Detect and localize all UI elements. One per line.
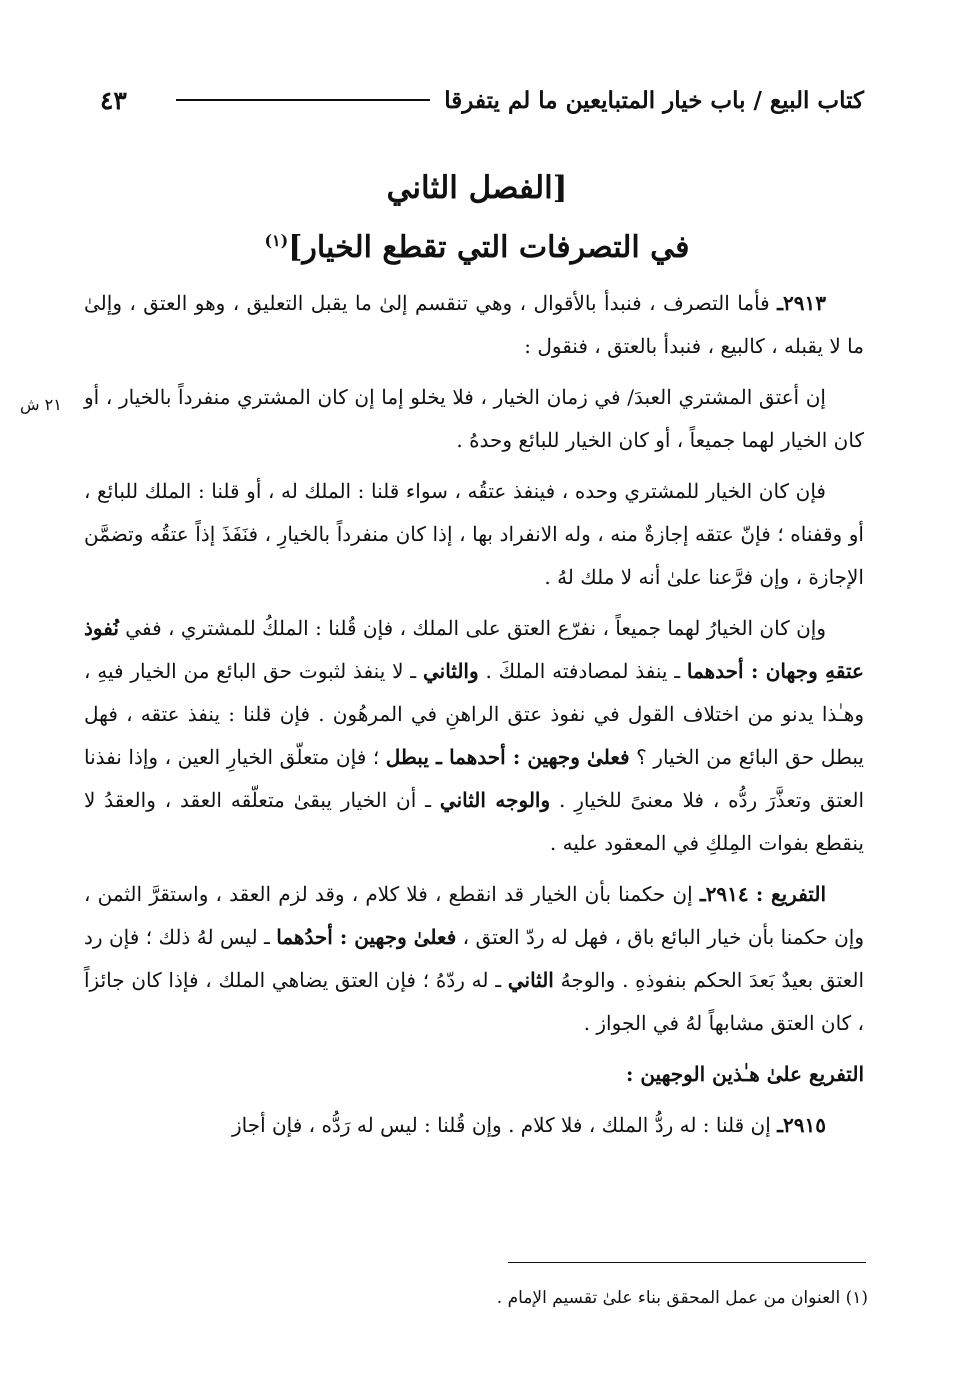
bold-term: نُفوذ عتقهِ وجهان : أحدهما [84, 616, 864, 683]
bold-term: والوجه الثاني [439, 788, 551, 812]
header-rule [176, 99, 430, 101]
footnote-ref: (١) [264, 231, 289, 250]
text-run: وإن كان الخيارُ لهما جميعاً ، نفرّع العتق على الملك ، فإن قُلنا : الملكُ للمشتري ، ففي [118, 616, 827, 640]
paragraph-text: إن قلنا : له ردُّ الملك ، فلا كلام . وإن قُلنا : ليس له رَدُّه ، فإن أجاز [231, 1113, 778, 1137]
paragraph-number: ٢٩١٤ـ [699, 882, 749, 906]
paragraph-text: فأما التصرف ، فنبدأ بالأقوال ، وهي تنقسم إلىٰ ما يقبل التعليق ، وهو العتق ، وإلىٰ ما لا يقبله ، كالبيع ، فنبدأ بالعتق ، فنقول : [84, 291, 864, 358]
paragraph [84, 607, 864, 865]
chapter-subtitle-text: في التصرفات التي تقطع الخيار] [288, 230, 690, 265]
paragraph [84, 1104, 864, 1147]
text-run: ؛ فإن متعلّق الخيارِ العين ، وإذا نفذنا العتق وتعذَّرَ ردُّه ، فلا معنىً للخيارِ . [84, 745, 864, 812]
bold-term: فعلىٰ وجهين : أحدُهما [276, 925, 457, 949]
text-run: ـ ينفذ لمصادفته الملكَ . [478, 659, 687, 683]
chapter-heading [0, 162, 954, 275]
text-run: ـ لا ينفذ لثبوت حق البائع من الخيار فيهِ ، وهـٰذا يدنو من اختلاف القول في نفوذ عتق الراهنِ في المرهُون . فإن قلنا : ينفذ عتقه ، فهل يبطل حق البائع من الخيار ؟ [84, 659, 864, 769]
chapter-subtitle [0, 214, 954, 275]
paragraph-number: ٢٩١٥ـ [777, 1113, 826, 1137]
bold-term: فعلىٰ وجهين : أحدهما ـ يبطل [385, 745, 630, 769]
text-run: إن حكمنا بأن الخيار قد انقطع ، فلا كلام ، وقد لزم العقد ، واستقرَّ الثمن ، وإن حكمنا بأن خيار البائع باق ، فهل له ردّ العتق ، [84, 882, 864, 949]
footnote-separator [508, 1262, 866, 1263]
bold-term: الثاني [507, 968, 554, 992]
chapter-title: [الفصل الثاني [386, 170, 568, 206]
paragraph-number: ٢٩١٣ـ [777, 291, 826, 315]
text-run: ـ أن الخيار يبقىٰ متعلّقه العقد ، والعقدُ لا ينقطع بفوات المِلكِ في المعقود عليه . [84, 788, 864, 855]
paragraph [84, 873, 864, 1045]
subheading: التفريع علىٰ هـٰذين الوجهين : [625, 1062, 864, 1086]
margin-note: ٢١ ش [20, 395, 62, 414]
paragraph [84, 282, 864, 368]
paragraph [84, 376, 864, 462]
text-run: ـ له ردّهُ ؛ فإن العتق يضاهي الملك ، فإذا كان جائزاً ، كان العتق مشابهاً لهُ في الجواز . [84, 968, 864, 1035]
paragraph-text: إن أعتق المشتري العبدَ/ في زمان الخيار ، فلا يخلو إما إن كان المشتري منفرداً بالخيار ، أو كان الخيار لهما جميعاً ، أو كان الخيار للبائع وحدهُ . [84, 385, 864, 452]
bold-term: والثاني [422, 659, 479, 683]
text-run: ـ ليس لهُ ذلك ؛ فإن رد العتق بعيدٌ بَعدَ الحكم بنفوذهِ . والوجهُ [84, 925, 864, 992]
paragraph [84, 470, 864, 599]
page-number: ٤٣ [100, 85, 127, 115]
running-header [100, 80, 864, 120]
footnote: (١) العنوان من عمل المحقق بناء علىٰ تقسيم الإمام . [496, 1288, 868, 1308]
paragraph-text: فإن كان الخيار للمشتري وحده ، فينفذ عتقُه ، سواء قلنا : الملك له ، أو قلنا : الملك للبائع ، أو وقفناه ؛ فإنّ عتقه إجازةٌ منه ، وله الانفراد بها ، إذا كان منفرداً بالخيارِ ، فنَفَذَ إذاً عتقُه وتضمَّن الإجازة ، وإن فرَّعنا علىٰ أنه لا ملك لهُ . [84, 479, 864, 589]
section-label: التفريع : [755, 882, 826, 906]
main-text [84, 282, 864, 1155]
header-title: كتاب البيع / باب خيار المتبايعين ما لم يتفرقا [444, 86, 864, 114]
